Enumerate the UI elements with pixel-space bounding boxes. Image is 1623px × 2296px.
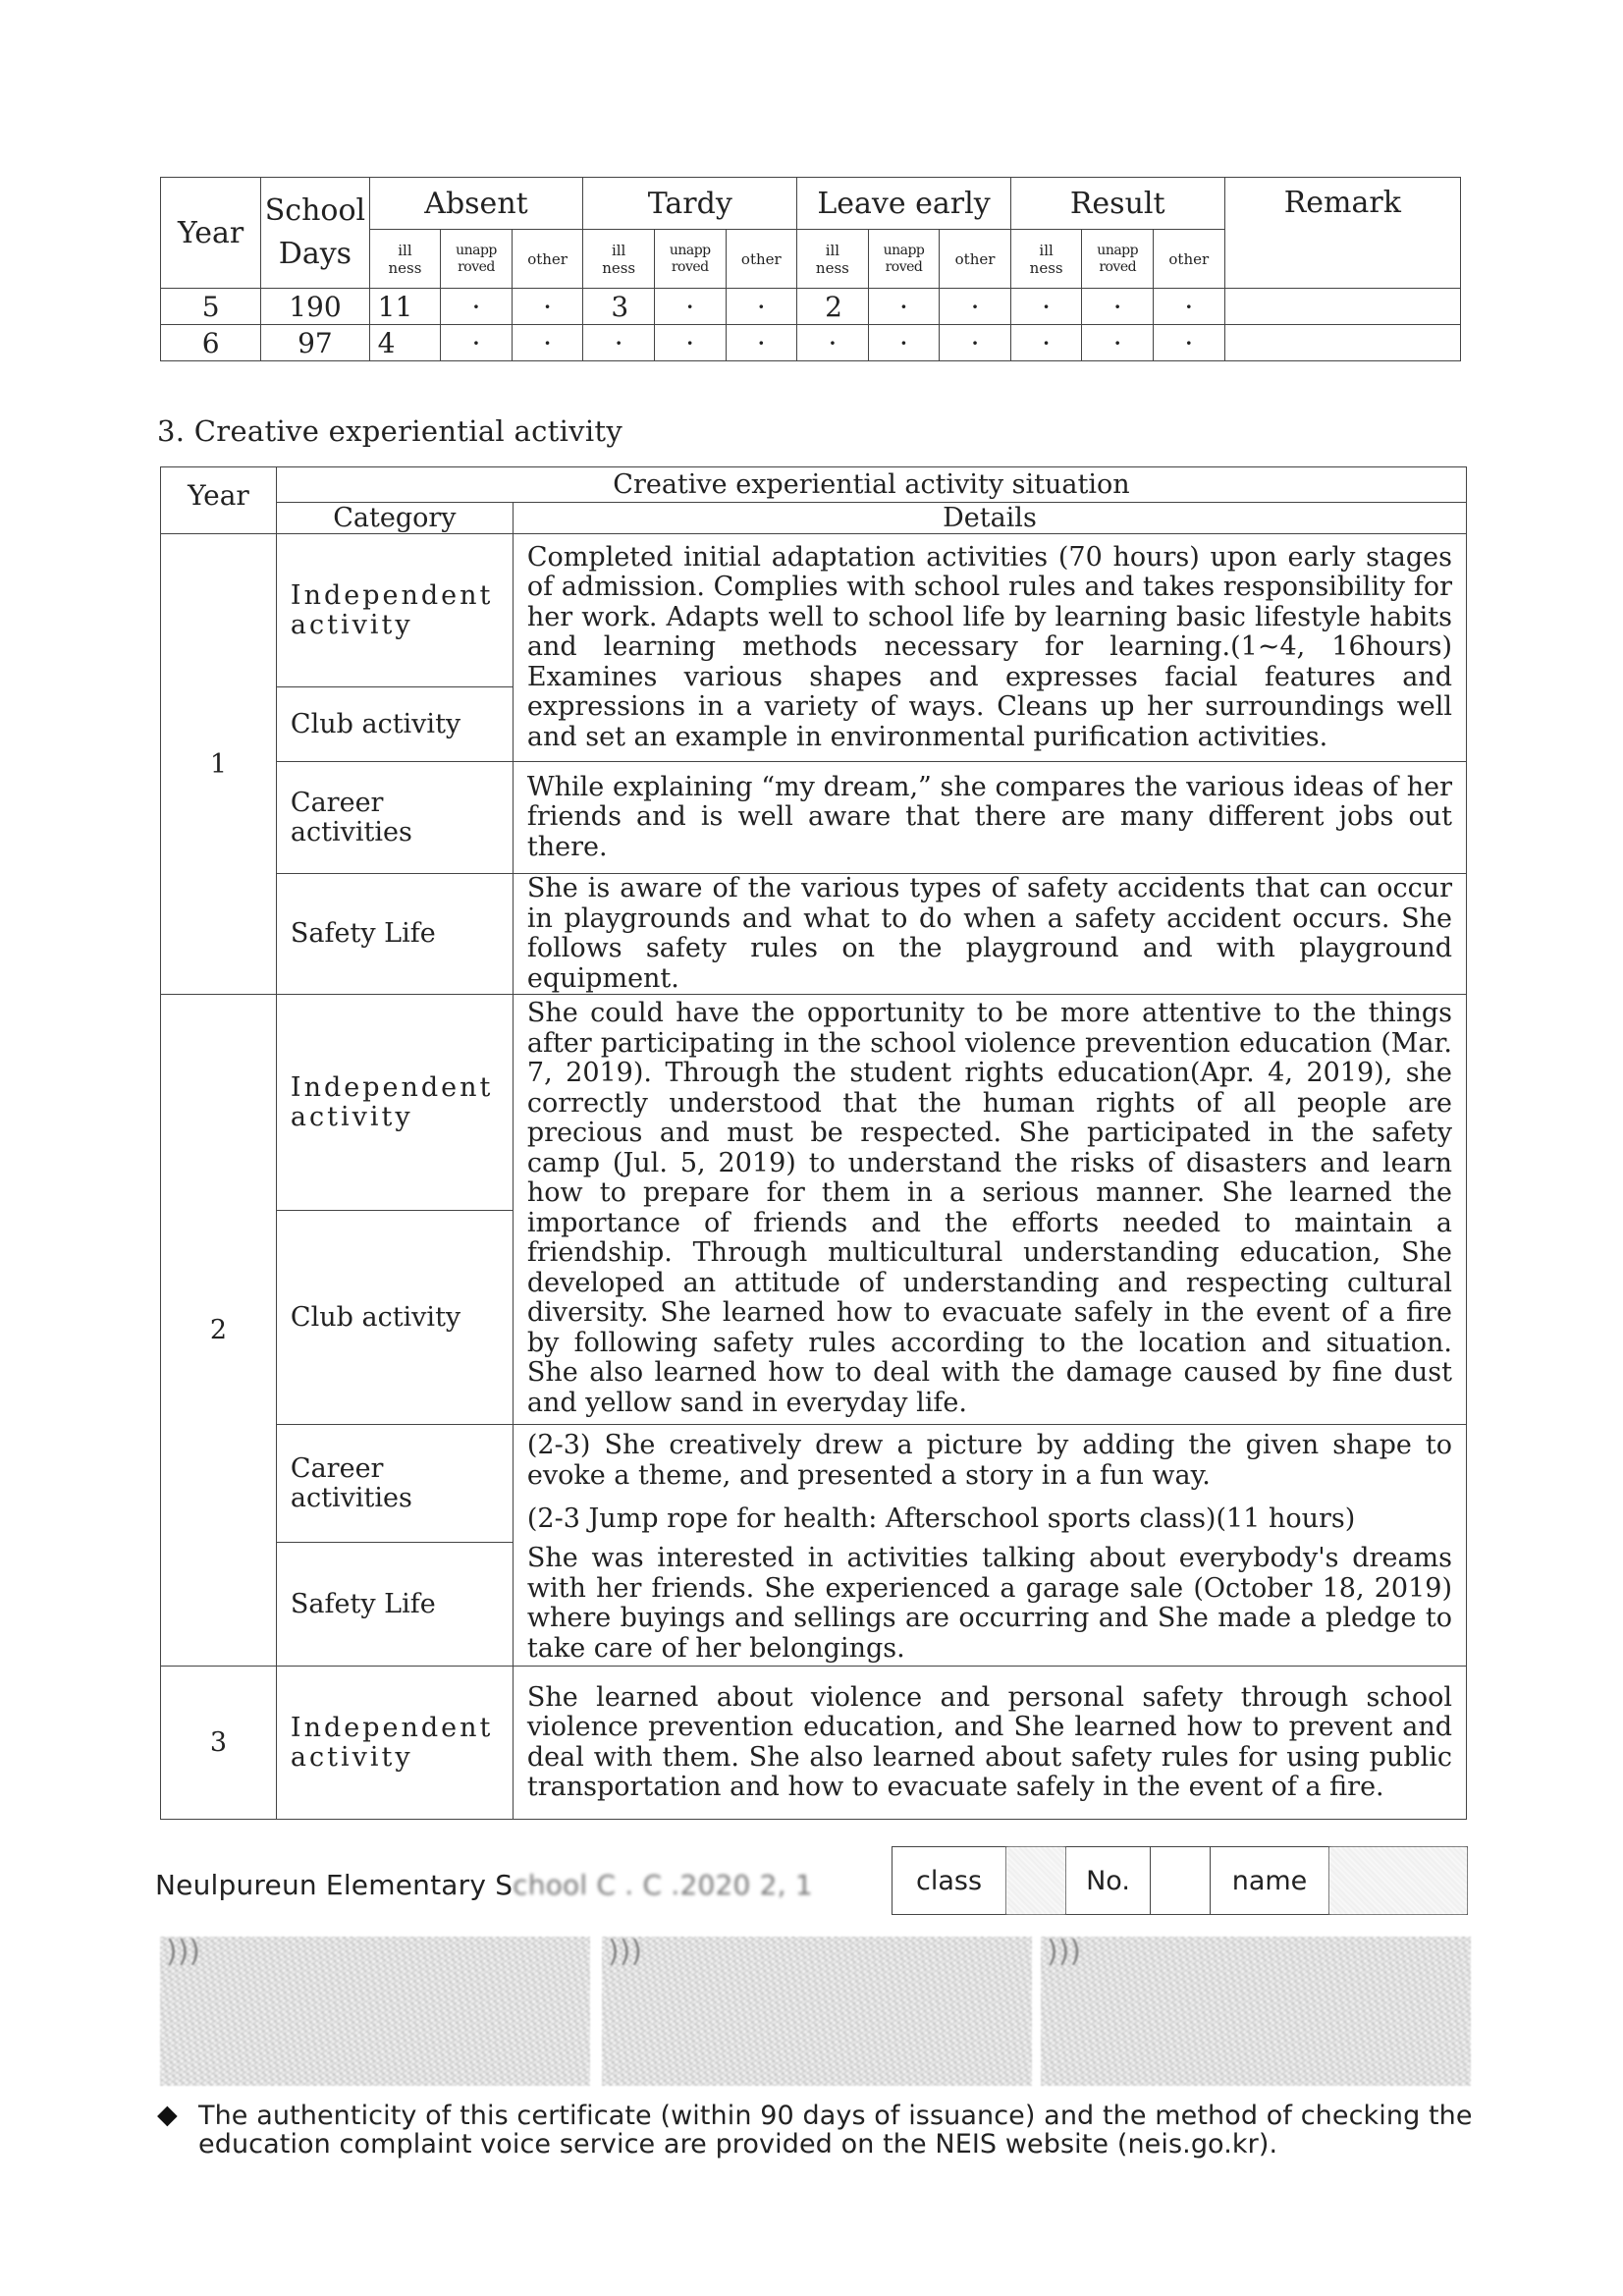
- row-year: 6: [161, 325, 261, 361]
- category-cell: Independent activity: [276, 995, 513, 1211]
- result-unapproved-header: unapp roved: [1082, 230, 1154, 289]
- row-cell: 3: [583, 289, 655, 325]
- section-title: 3. Creative experiential activity: [157, 414, 623, 448]
- row-days: 97: [261, 325, 369, 361]
- leave-illness-header: ill ness: [797, 230, 869, 289]
- row-cell: ·: [868, 289, 940, 325]
- absent-header: Absent: [369, 178, 583, 230]
- remark-header: Remark: [1224, 178, 1460, 289]
- detail-cell: She learned about violence and personal safety through school violence prevention education, and She learned how to prevent and deal with them. She also learned about safety rules for using public transportation and how to evacuate safely in the event of a fire.: [513, 1667, 1466, 1820]
- diamond-bullet-icon: ◆: [157, 2100, 178, 2130]
- detail-cell: (2-3) She creatively drew a picture by adding the given shape to evoke a theme, and presented a story in a fun way.: [513, 1425, 1466, 1498]
- student-info-box: [892, 1846, 1468, 1915]
- year-header: Year: [161, 178, 261, 289]
- detail-cell: Completed initial adaptation activities (70 hours) upon early stages of admission. Complies with school rules and takes responsibility for her work. Adapts well to school life by learning basic lifestyle habits and learning methods necessary for learning.(1~4, 16hours) Examines various shapes and expresses facial features and expressions in a variety of ways. Cleans up her surroundings well and set an example in environmental purification activities.: [513, 534, 1466, 762]
- row-cell: 4: [369, 325, 441, 361]
- table-row: [161, 289, 1461, 325]
- row-cell: ·: [441, 289, 513, 325]
- authenticity-notice: [157, 2102, 1483, 2159]
- row-cell: ·: [1154, 289, 1225, 325]
- row-year: 5: [161, 289, 261, 325]
- leave-other-header: other: [940, 230, 1011, 289]
- tardy-header: Tardy: [583, 178, 797, 230]
- details-header: Details: [513, 503, 1466, 534]
- creative-activity-table: [160, 466, 1467, 1820]
- row-cell: ·: [1010, 325, 1082, 361]
- tardy-unapproved-header: unapp roved: [654, 230, 726, 289]
- absent-illness-header: ill ness: [369, 230, 441, 289]
- year-cell: 2: [161, 995, 277, 1667]
- class-label: class: [893, 1847, 1006, 1915]
- row-cell: ·: [868, 325, 940, 361]
- category-cell: Club activity: [276, 1211, 513, 1425]
- school-info-blurred: chool C . C .2020 2, 1: [513, 1869, 813, 1901]
- absent-other-header: other: [512, 230, 583, 289]
- year-cell: 1: [161, 534, 277, 995]
- school-info-line: [155, 1869, 813, 1901]
- category-cell: Career activities: [276, 762, 513, 874]
- tardy-illness-header: ill ness: [583, 230, 655, 289]
- row-cell: ·: [441, 325, 513, 361]
- row-cell: ·: [583, 325, 655, 361]
- category-cell: Safety Life: [276, 1543, 513, 1667]
- class-value: [1006, 1847, 1066, 1915]
- row-cell: ·: [654, 289, 726, 325]
- row-cell: ·: [940, 325, 1011, 361]
- detail-cell: (2-3 Jump rope for health: Afterschool sports class)(11 hours): [513, 1498, 1466, 1543]
- leave-unapproved-header: unapp roved: [868, 230, 940, 289]
- category-cell: Independent activity: [276, 534, 513, 687]
- result-header: Result: [1010, 178, 1224, 230]
- seal-mark-icon: ))): [166, 1935, 201, 1969]
- name-value: [1329, 1847, 1468, 1915]
- row-cell: ·: [797, 325, 869, 361]
- tardy-other-header: other: [726, 230, 797, 289]
- school-days-line2: Days: [278, 237, 352, 271]
- row-remark: [1224, 325, 1460, 361]
- detail-cell: While explaining “my dream,” she compares the various ideas of her friends and is well aware that there are many different jobs out there.: [513, 762, 1466, 874]
- year-header: Year: [161, 467, 277, 534]
- security-seal-image: [160, 1937, 590, 2086]
- year-cell: 3: [161, 1667, 277, 1820]
- absent-unapproved-header: unapp roved: [441, 230, 513, 289]
- school-name: Neulpureun Elementary S: [155, 1869, 514, 1901]
- category-cell: Club activity: [276, 687, 513, 762]
- table-row: [161, 325, 1461, 361]
- row-cell: ·: [726, 289, 797, 325]
- school-days-header: [261, 178, 369, 289]
- row-remark: [1224, 289, 1460, 325]
- detail-cell: She was interested in activities talking about everybody's dreams with her friends. She experienced a garage sale (October 18, 2019) where buyings and sellings are occurring and She made a pledge to take care of her belongings.: [513, 1543, 1466, 1667]
- seal-mark-icon: ))): [608, 1935, 643, 1969]
- attendance-table: [160, 177, 1461, 361]
- row-cell: ·: [1010, 289, 1082, 325]
- result-illness-header: ill ness: [1010, 230, 1082, 289]
- row-cell: ·: [654, 325, 726, 361]
- row-cell: ·: [1154, 325, 1225, 361]
- security-seal-image: [602, 1937, 1032, 2086]
- no-label: No.: [1066, 1847, 1151, 1915]
- no-value: [1151, 1847, 1211, 1915]
- category-cell: Safety Life: [276, 874, 513, 995]
- detail-cell: She is aware of the various types of safety accidents that can occur in playgrounds and what to do when a safety accident occurs. She follows safety rules on the playground and with playground equipment.: [513, 874, 1466, 995]
- row-cell: ·: [512, 325, 583, 361]
- detail-cell: She could have the opportunity to be more attentive to the things after participating in the school violence prevention education (Mar. 7, 2019). Through the student rights education(Apr. 4, 2019), she correctly understood that the human rights of all people are precious and must be respected. She participated in the safety camp (Jul. 5, 2019) to understand the risks of disasters and learn how to prepare for them in a serious manner. She learned the importance of friends and the efforts needed to maintain a friendship. Through multicultural understanding education, She developed an attitude of understanding and respecting cultural diversity. She learned how to evacuate safely in the event of a fire by following safety rules according to the location and situation. She also learned how to deal with the damage caused by fine dust and yellow sand in everyday life.: [513, 995, 1466, 1425]
- row-cell: ·: [1082, 289, 1154, 325]
- row-cell: ·: [940, 289, 1011, 325]
- notice-text: The authenticity of this certificate (within 90 days of issuance) and the method of checking the education complaint voice service are provided on the NEIS website (neis.go.kr).: [198, 2101, 1473, 2159]
- security-seal-image: [1041, 1937, 1471, 2086]
- row-cell: ·: [726, 325, 797, 361]
- situation-header: Creative experiential activity situation: [276, 467, 1466, 503]
- leave-early-header: Leave early: [797, 178, 1011, 230]
- row-cell: 2: [797, 289, 869, 325]
- row-cell: 11: [369, 289, 441, 325]
- category-cell: Career activities: [276, 1425, 513, 1543]
- seal-mark-icon: ))): [1047, 1935, 1082, 1969]
- result-other-header: other: [1154, 230, 1225, 289]
- category-cell: Independent activity: [276, 1667, 513, 1820]
- school-days-line1: School: [264, 193, 366, 228]
- category-header: Category: [276, 503, 513, 534]
- row-cell: ·: [512, 289, 583, 325]
- name-label: name: [1211, 1847, 1329, 1915]
- row-days: 190: [261, 289, 369, 325]
- row-cell: ·: [1082, 325, 1154, 361]
